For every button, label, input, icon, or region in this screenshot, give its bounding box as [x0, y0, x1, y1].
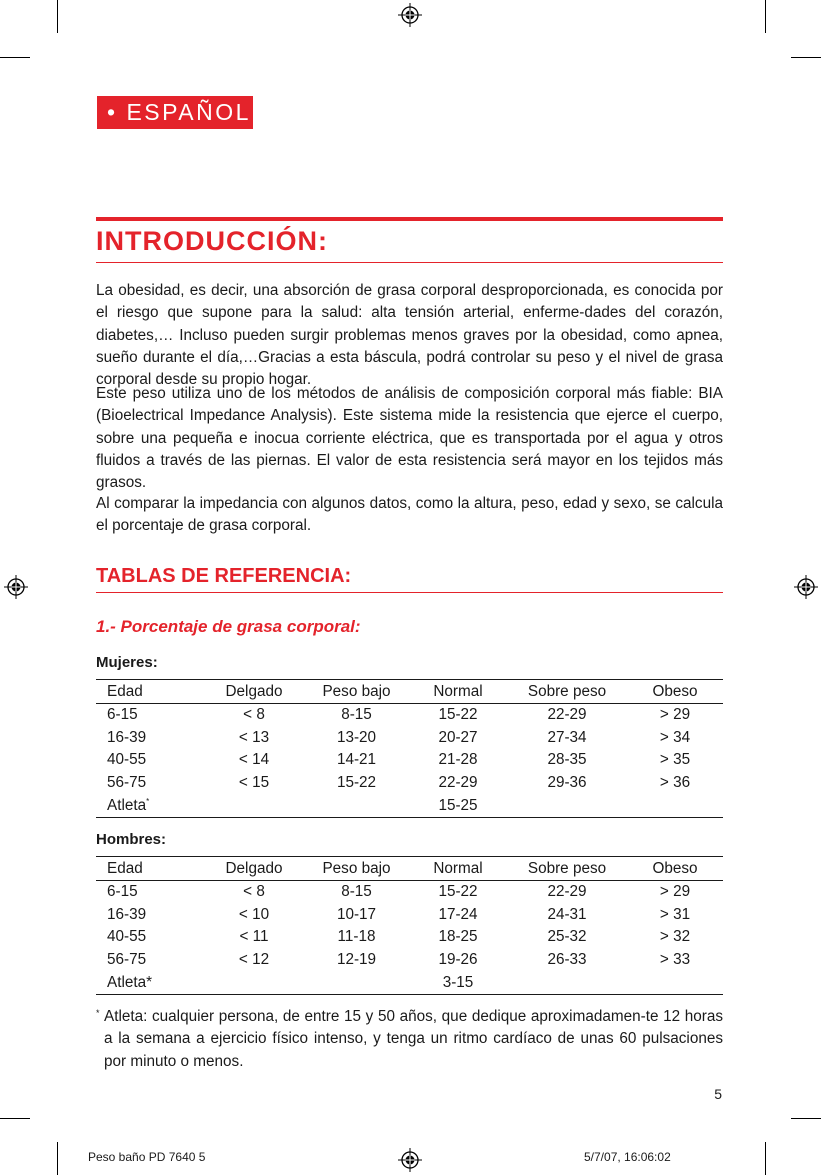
column-header: Edad: [96, 857, 204, 881]
table-cell: 24-31: [547, 905, 587, 923]
registration-mark-icon: [398, 1148, 422, 1172]
table-row: [96, 704, 723, 727]
table-cell: 20-27: [438, 728, 478, 746]
table-cell: 10-17: [336, 905, 377, 923]
table-cell: 14-21: [336, 751, 377, 769]
crop-mark: [57, 1142, 58, 1175]
table-cell: 56-75: [107, 774, 147, 792]
column-header: Obeso: [627, 857, 723, 881]
table-cell: < 14: [238, 751, 270, 769]
column-header: Delgado: [204, 680, 304, 704]
table-cell: 13-20: [336, 728, 377, 746]
table-cell: < 11: [239, 928, 269, 946]
column-header: Delgado: [204, 857, 304, 881]
crop-mark: [791, 1118, 821, 1119]
table-cell: > 36: [659, 774, 691, 792]
column-header: Edad: [96, 680, 204, 704]
table-cell: 6-15: [107, 706, 138, 724]
table-cell: [507, 971, 627, 994]
table-row: [96, 949, 723, 972]
table-cell: 29-36: [547, 774, 587, 792]
intro-paragraph: La obesidad, es decir, una absorción de grasa corporal desproporcionada, es conocida por el riesgo que supone para la salud: alta tensión arterial, enferme-dades del corazón, diabetes,… Incluso pueden surgir problemas menos graves por la obesidad, como apnea, sueño durante el día,…Gracias a esta báscula, podrá controlar su peso y el nivel de grasa corporal desde su propio hogar.: [96, 282, 723, 389]
section-rule: [96, 262, 723, 263]
women-table: [96, 679, 723, 818]
footnote-text: Atleta: cualquier persona, de entre 15 y 50 años, que dedique aproximadamen-te 12 horas a la semana a ejercicio físico intenso, y tenga un ritmo cardíaco de unas 60 pulsaciones por minuto o menos.: [104, 1008, 723, 1070]
table-header-row: [96, 680, 723, 704]
table-cell: [627, 794, 723, 817]
page-number: 5: [714, 1086, 722, 1102]
table-cell: 25-32: [547, 928, 587, 946]
table-row: [96, 971, 723, 994]
table-cell: < 8: [243, 706, 265, 724]
table-cell: > 34: [659, 728, 691, 746]
table-cell: 22-29: [547, 706, 587, 724]
table-cell: Atleta*: [96, 971, 204, 994]
table-cell: 28-35: [547, 751, 587, 769]
table-cell: 6-15: [107, 883, 138, 901]
crop-mark: [765, 0, 766, 33]
table-cell: [627, 971, 723, 994]
crop-mark: [0, 1118, 30, 1119]
women-label: Mujeres:: [96, 654, 158, 671]
table-cell: [304, 794, 409, 817]
table-cell: 11-18: [337, 928, 376, 946]
table-cell: 15-22: [438, 883, 478, 901]
table-cell: [507, 794, 627, 817]
table-cell: 8-15: [341, 883, 372, 901]
column-header: Sobre peso: [507, 680, 627, 704]
table-cell: < 8: [243, 883, 265, 901]
table-cell: 12-19: [336, 951, 377, 969]
table-cell: 56-75: [107, 951, 147, 969]
men-table: [96, 856, 723, 995]
intro-paragraph: Al comparar la impedancia con algunos datos, como la altura, peso, edad y sexo, se calcula el porcentaje de grasa corporal.: [96, 495, 723, 535]
section-rule: [96, 592, 723, 593]
table-cell: < 15: [238, 774, 270, 792]
crop-mark: [0, 57, 30, 58]
table-row: [96, 772, 723, 795]
table-cell: > 35: [659, 751, 691, 769]
table-cell: 16-39: [107, 728, 147, 746]
table-cell: > 31: [659, 905, 691, 923]
table-cell: [96, 794, 204, 817]
table-cell: > 33: [659, 951, 691, 969]
column-header: Normal: [409, 857, 507, 881]
registration-mark-icon: [398, 3, 422, 27]
table-cell: 15-25: [409, 794, 507, 817]
table-cell: 26-33: [547, 951, 587, 969]
athlete-label: Atleta: [107, 796, 147, 814]
table-cell: 22-29: [438, 774, 478, 792]
table-row: [96, 881, 723, 904]
language-badge: • ESPAÑOL: [97, 96, 253, 129]
table-row: [96, 749, 723, 772]
print-slug-right: 5/7/07, 16:06:02: [584, 1150, 671, 1164]
table-cell: 18-25: [438, 928, 478, 946]
table-cell: 15-22: [438, 706, 478, 724]
table-cell: [204, 971, 304, 994]
table-row: [96, 904, 723, 927]
registration-mark-icon: [4, 575, 28, 599]
athlete-mark: *: [146, 796, 150, 806]
table-cell: 27-34: [547, 728, 587, 746]
table-cell: < 12: [238, 951, 270, 969]
table-row: [96, 926, 723, 949]
table-header-row: [96, 857, 723, 881]
intro-title: INTRODUCCIÓN:: [96, 226, 328, 256]
column-header: Sobre peso: [507, 857, 627, 881]
table-cell: > 29: [659, 883, 691, 901]
table-cell: [304, 971, 409, 994]
column-header: Peso bajo: [304, 680, 409, 704]
reference-subtitle: 1.- Porcentaje de grasa corporal:: [96, 617, 361, 636]
table-cell: 40-55: [107, 928, 147, 946]
reference-title: TABLAS DE REFERENCIA:: [96, 565, 352, 587]
column-header: Peso bajo: [304, 857, 409, 881]
table-row: [96, 727, 723, 750]
table-cell: 21-28: [438, 751, 478, 769]
table-cell: 40-55: [107, 751, 147, 769]
intro-paragraph: Este peso utiliza uno de los métodos de análisis de composición corporal más fiable: BIA (Bioelectrical Impedance Analysis). Este sistema mide la resistencia que ejerce el cuerpo, sobre una pequeña e inocua corriente eléctrica, que es transportada por el agua y otros fluidos a través de las piernas. El valor de esta resistencia será mayor en los tejidos más grasos.: [96, 385, 723, 492]
footnote: [96, 1006, 723, 1073]
table-cell: > 29: [659, 706, 691, 724]
crop-mark: [791, 57, 821, 58]
column-header: Normal: [409, 680, 507, 704]
table-cell: < 10: [238, 905, 270, 923]
footnote-mark: *: [96, 1008, 100, 1018]
men-label: Hombres:: [96, 831, 167, 848]
table-cell: 15-22: [336, 774, 377, 792]
table-cell: 16-39: [107, 905, 147, 923]
registration-mark-icon: [794, 575, 818, 599]
section-rule: [96, 217, 723, 221]
table-cell: 19-26: [438, 951, 478, 969]
table-cell: 22-29: [547, 883, 587, 901]
crop-mark: [57, 0, 58, 33]
crop-mark: [765, 1142, 766, 1175]
table-cell: 17-24: [438, 905, 478, 923]
table-row: [96, 794, 723, 817]
print-slug-left: Peso baño PD 7640 5: [88, 1150, 206, 1164]
table-cell: < 13: [238, 728, 270, 746]
table-cell: [204, 794, 304, 817]
table-cell: 3-15: [409, 971, 507, 994]
column-header: Obeso: [627, 680, 723, 704]
table-cell: 8-15: [341, 706, 372, 724]
table-cell: > 32: [659, 928, 691, 946]
